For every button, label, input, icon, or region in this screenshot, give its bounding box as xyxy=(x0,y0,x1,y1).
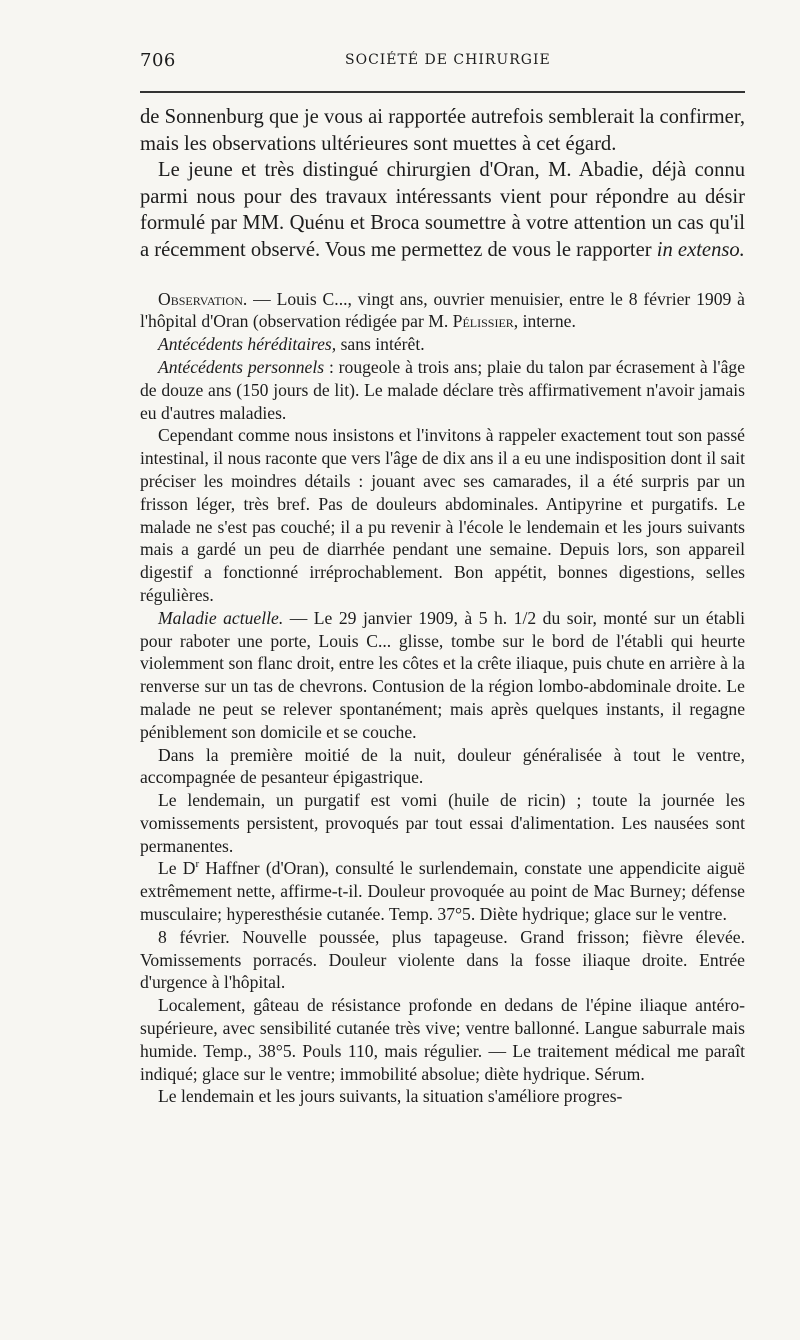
hereditary-label: Antécédents héréditaires, xyxy=(158,334,337,355)
intro-paragraph-2-text: Le jeune et très distingué chirurgien d'Oran, M. Abadie, déjà connu parmi nous pour des travaux intéressants vient pour répondre au désir formulé par MM. Quénu et Broca soumettre à votre attention un cas qu'il a récemment observé. Vous me permettez de vous le rapporter xyxy=(140,159,745,261)
history-paragraph: Cependant comme nous insistons et l'invitons à rappeler exactement tout son passé intestinal, il nous raconte que vers l'âge de dix ans il a eu une indisposition dont il sait préciser les moindres détails : jouant avec ses camarades, il a été surpris par un frisson léger, très bref. Pas de douleurs abdominales. Antipyrine et purgatifs. Le malade ne s'est pas couché; il a pu revenir à l'école le lendemain et les jours suivants mais a gardé un peu de diarrhée pendant une semaine. Depuis lors, son appareil digestif a fonctionné irréprochablement. Bon appétit, bonnes digestions, selles régulières. xyxy=(140,425,745,605)
personal-text: : rougeole à trois ans; plaie du talon par écrasement à l'âge de douze ans (150 jours de lit). Le malade déclare très affirmativement n'avoir jamais eu d'autres maladies. xyxy=(140,356,745,423)
intro-paragraph-2 xyxy=(140,157,745,263)
observation-text-2: , interne. xyxy=(513,311,576,332)
last-paragraph: Le lendemain et les jours suivants, la situation s'améliore progres- xyxy=(158,1086,623,1107)
doctor-paragraph xyxy=(140,857,745,925)
feb8-paragraph: 8 février. Nouvelle poussée, plus tapageuse. Grand frisson; fièvre élevée. Vomissements porracés. Douleur violente dans la fosse iliaque droite. Entrée d'urgence à l'hôpital. xyxy=(140,926,745,993)
doctor-text-2: Haffner (d'Oran), consulté le surlendemain, constate une appendicite aiguë extrêmement nette, affirme-t-il. Douleur provoquée au point de Mac Burney; défense musculaire; hyperesthésie cutanée. Temp. 37°5. Diète hydrique; glace sur le ventre. xyxy=(140,858,745,925)
next-day-paragraph: Le lendemain, un purgatif est vomi (huile de ricin) ; toute la journée les vomissements persistent, provoqués par tout essai d'alimentation. Les nausées sont permanentes. xyxy=(140,790,745,856)
personal-label: Antécédents personnels xyxy=(158,356,325,377)
current-illness-paragraph xyxy=(140,607,745,744)
body-text xyxy=(140,104,745,1108)
page-number: 706 xyxy=(140,50,176,71)
observation-author: Pélissier xyxy=(452,311,514,332)
current-illness-label: Maladie actuelle. xyxy=(158,607,284,628)
hereditary-text: sans intérêt. xyxy=(336,334,425,355)
intro-paragraph-1: de Sonnenburg que je vous ai rapportée autrefois semblerait la confirmer, mais les observations ultérieures sont muettes à cet égard. xyxy=(140,106,745,155)
observation-label: Observation. xyxy=(158,288,248,309)
section-gap xyxy=(140,264,745,288)
current-illness-text: — Le 29 janvier 1909, à 5 h. 1/2 du soir, monté sur un établi pour raboter une porte, Louis C... glisse, tombe sur le bord de l'établi qui heurte violemment son flanc droit, entre les côtes et la crête iliaque, puis chute en arrière à la renverse sur un tas de chevrons. Contusion de la région lombo-abdominale droite. Le malade ne peut se relever spontanément; mais après quelques instants, il regagne péniblement son domicile et se couche. xyxy=(140,607,745,742)
intro-paragraph-2-italic: in extenso. xyxy=(656,238,745,261)
observation-paragraph xyxy=(140,288,745,334)
personal-paragraph xyxy=(140,356,745,424)
observation-text-1: — Louis C..., vingt ans, ouvrier menuisier, entre le 8 février 1909 à l'hôpital d'Oran (observation rédigée par M. xyxy=(140,288,745,332)
doctor-sup: r xyxy=(195,858,200,871)
page-header xyxy=(140,48,745,78)
running-title: SOCIÉTÉ DE CHIRURGIE xyxy=(345,52,551,68)
local-paragraph: Localement, gâteau de résistance profonde en dedans de l'épine iliaque antéro-supérieure, avec sensibilité cutanée très vive; ventre ballonné. Langue saburrale mais humide. Temp., 38°5. Pouls 110, mais régulier. — Le traitement médical me paraît indiqué; glace sur le ventre; immobilité absolue; diète hydrique. Sérum. xyxy=(140,995,745,1084)
night-paragraph: Dans la première moitié de la nuit, douleur généralisée à tout le ventre, accompagnée de pesanteur épigastrique. xyxy=(140,744,745,788)
header-rule xyxy=(140,91,745,93)
doctor-text-1: Le D xyxy=(158,858,196,879)
hereditary-paragraph xyxy=(140,333,745,356)
